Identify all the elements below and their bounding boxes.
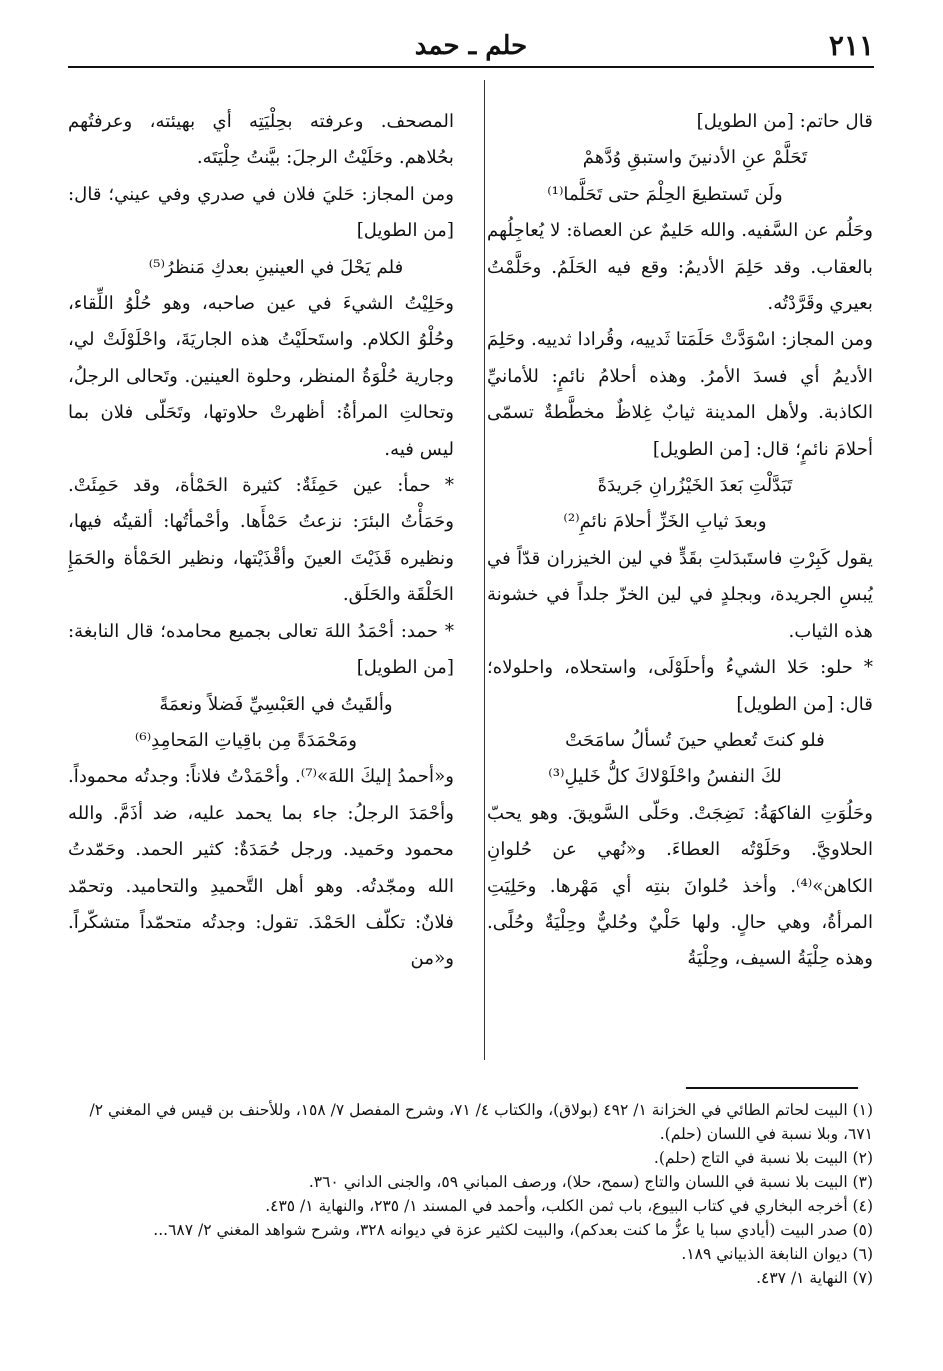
verse-line: ومَحْمَدَةً مِن باقِياتِ المَحامِدِ⁽⁶⁾	[134, 729, 358, 751]
verse-line: ولَن تَستطيعَ الحِلْمَ حتى تَحَلَّما⁽¹⁾	[547, 183, 783, 205]
footnote-rule	[686, 1087, 858, 1089]
footnote: (١) البيت لحاتم الطائي في الخزانة ١/ ٤٩٢ (بولاق)، والكتاب ٤/ ٧١، وشرح المفصل ٧/ ١٥٨، وللأحنف بن قيس في المغني ٢/ ٦٧١، وبلا نسبة في اللسان (حلم).	[89, 1101, 873, 1143]
footnote: (٧) النهاية ١/ ٤٣٧.	[756, 1269, 873, 1287]
paragraph: ومن المجاز: حَليَ فلان في صدري وفي عيني؛ قال: [من الطويل]	[68, 183, 454, 242]
paragraph: وحَلُم عن السَّفيه. والله حَليمٌ عن العصاة: لا يُعاجِلُهم بالعقاب. وقد حَلِمَ الأديمُ: وقع فيه الحَلَمُ. وحَلَّمْتُ بعيري وقَرَّدْتُه.	[487, 220, 873, 315]
paragraph: و«أحمدُ إليكَ اللهَ»⁽⁷⁾. وأحْمَدْتُ فلاناً: وجدتُه محموداً. وأحْمَدَ الرجلُ: جاء بما يحمد عليه، ضد أذَمَّ. والله محمود وحَميد. ورجل حُمَدَةٌ: كثير الحمد. وحَمّدتُ الله ومجّدتُه. وهو أهل التَّحميدِ والتحاميد. وتحمّد فلانٌ: تكلّف الحَمْدَ. تقول: وجدتُه متحمّداً متشكّراً. و«من	[68, 766, 455, 970]
left-column	[68, 104, 454, 978]
header-rule	[68, 66, 874, 68]
footnote: (٤) أخرجه البخاري في كتاب البيوع، باب ثمن الكلب، وأحمد في المسند ١/ ٢٣٥، والنهاية ١/ ٤٣٥.	[265, 1197, 873, 1215]
paragraph: المصحف. وعرفته بحِلْيَتِه أي بهيئته، وعرفتُهم بحُلاهم. وحَلَيْتُ الرجلَ: بيَّنتُ حِلْيَتَه.	[68, 111, 454, 169]
paragraph: وحَلِيْتُ الشيءَ في عين صاحبه، وهو حُلْوُ اللِّقاء، وحُلْوُ الكلام. واستَحلَيْتُ هذه الجاريَةَ، واحْلَوْلَتْ لي، وجارية حُلْوَةُ المنظر، وحلوة العينين. وتَحالى الرجلُ، وتحالتِ المرأةُ: أظهرتْ حلاوتها، وتَحَلّى فلان بما ليس فيه.	[68, 293, 454, 460]
verse-line: لكَ النفسُ واحْلَوْلاكَ كلُّ خَليلِ⁽³⁾	[548, 766, 782, 788]
running-title: حلم ـ حمد	[414, 31, 528, 61]
verse-line: فلو كنتَ تُعطي حينَ تُسألُ سامَحَتْ	[565, 729, 825, 751]
paragraph: * حلو: حَلا الشيءُ وأحلَوْلَى، واستحلاه، واحلولاه؛ قال: [من الطويل]	[487, 657, 873, 715]
paragraph: وحَلُوَتِ الفاكهَةُ: نَضِجَتْ. وحَلّى السَّويقَ. وهو يحبّ الحلاويَّ. وحَلَوْتُه العطاءَ. و«نُهي عن حُلوانِ الكاهن»⁽⁴⁾. وأخذ حُلوانَ بنتِه أي مَهْرها. وحَلِيَتِ المرأةُ، وهي حالٍ. ولها حَلْيٌ وحُليٌّ وحِلْيَةٌ وحُلًى. وهذه حِلْيَةُ السيف، وحِلْيَةُ	[487, 802, 873, 970]
verse-line: تَبَدَّلْتِ بَعدَ الخَيْزُرانِ جَريدَةً	[597, 475, 793, 497]
paragraph: يقول كَبِرْتِ فاستَبدَلتِ بقَدٍّ في لين الخيزران قدّاً في يُبسِ الجريدة، وبجلدٍ في لين الخزّ جلداً في خشونة هذه الثياب.	[487, 547, 873, 642]
column-divider	[484, 80, 485, 1060]
paragraph: قال حاتم: [من الطويل]	[696, 111, 873, 132]
footnotes	[67, 1098, 873, 1290]
verse-line: فلم يَحْلَ في العينينِ بعدكِ مَنظرُ⁽⁵⁾	[148, 256, 404, 278]
footnote: (٥) صدر البيت (أيادي سبا يا عزُّ ما كنت بعدكم)، والبيت لكثير عزة في ديوانه ٣٢٨، وشرح شواهد المغني ٢/ ٦٨٧...	[153, 1221, 873, 1239]
verse-line: وألقَيتُ في العَبْسِيِّ فَضلاً ونعمَةً	[159, 693, 393, 715]
verse-line: وبعدَ ثيابِ الخَزِّ أحلامَ نائمِ⁽²⁾	[563, 511, 767, 533]
right-column	[487, 104, 873, 978]
footnote: (٦) ديوان النابغة الذبياني ١٨٩.	[681, 1245, 873, 1263]
page-header	[68, 26, 874, 66]
paragraph: ومن المجاز: اسْوَدَّتْ حَلَمَتا ثَدييه، وقُرادا ثدييه. وحَلِمَ الأديمُ أي فسدَ الأمرُ. وهذه أحلامُ نائمٍ: للأمانيِّ الكاذبة. ولأهل المدينة ثيابٌ غِلاظٌ مخطَّطةٌ تسمّى أحلامَ نائمٍ؛ قال: [من الطويل]	[487, 329, 873, 460]
page-number: ٢١١	[828, 29, 874, 62]
footnote: (٢) البيت بلا نسبة في التاج (حلم).	[653, 1149, 873, 1167]
footnote: (٣) البيت بلا نسبة في اللسان والتاج (سمح، حلا)، ورصف المباني ٥٩، والجنى الداني ٣٦٠.	[308, 1173, 873, 1191]
paragraph: * حمد: أحْمَدُ اللهَ تعالى بجميع محامده؛ قال النابغة: [من الطويل]	[68, 620, 454, 679]
verse-line: تَحَلَّمْ عنِ الأدنينَ واستبقِ وُدَّهمْ	[582, 147, 808, 169]
paragraph: * حمأ: عين حَمِئَةٌ: كثيرة الحَمْأة، وقد حَمِئَتْ. وحَمَأْتُ البئرَ: نزعتُ حَمْأَها. وأحْمأتُها: ألقيتُه فيها، ونظيره قَذَيْتَ العينَ وأقْذَيْتها، ونظير الحَمْأة والحَمَإِ الحَلْقَة والحَلَق.	[68, 475, 454, 606]
